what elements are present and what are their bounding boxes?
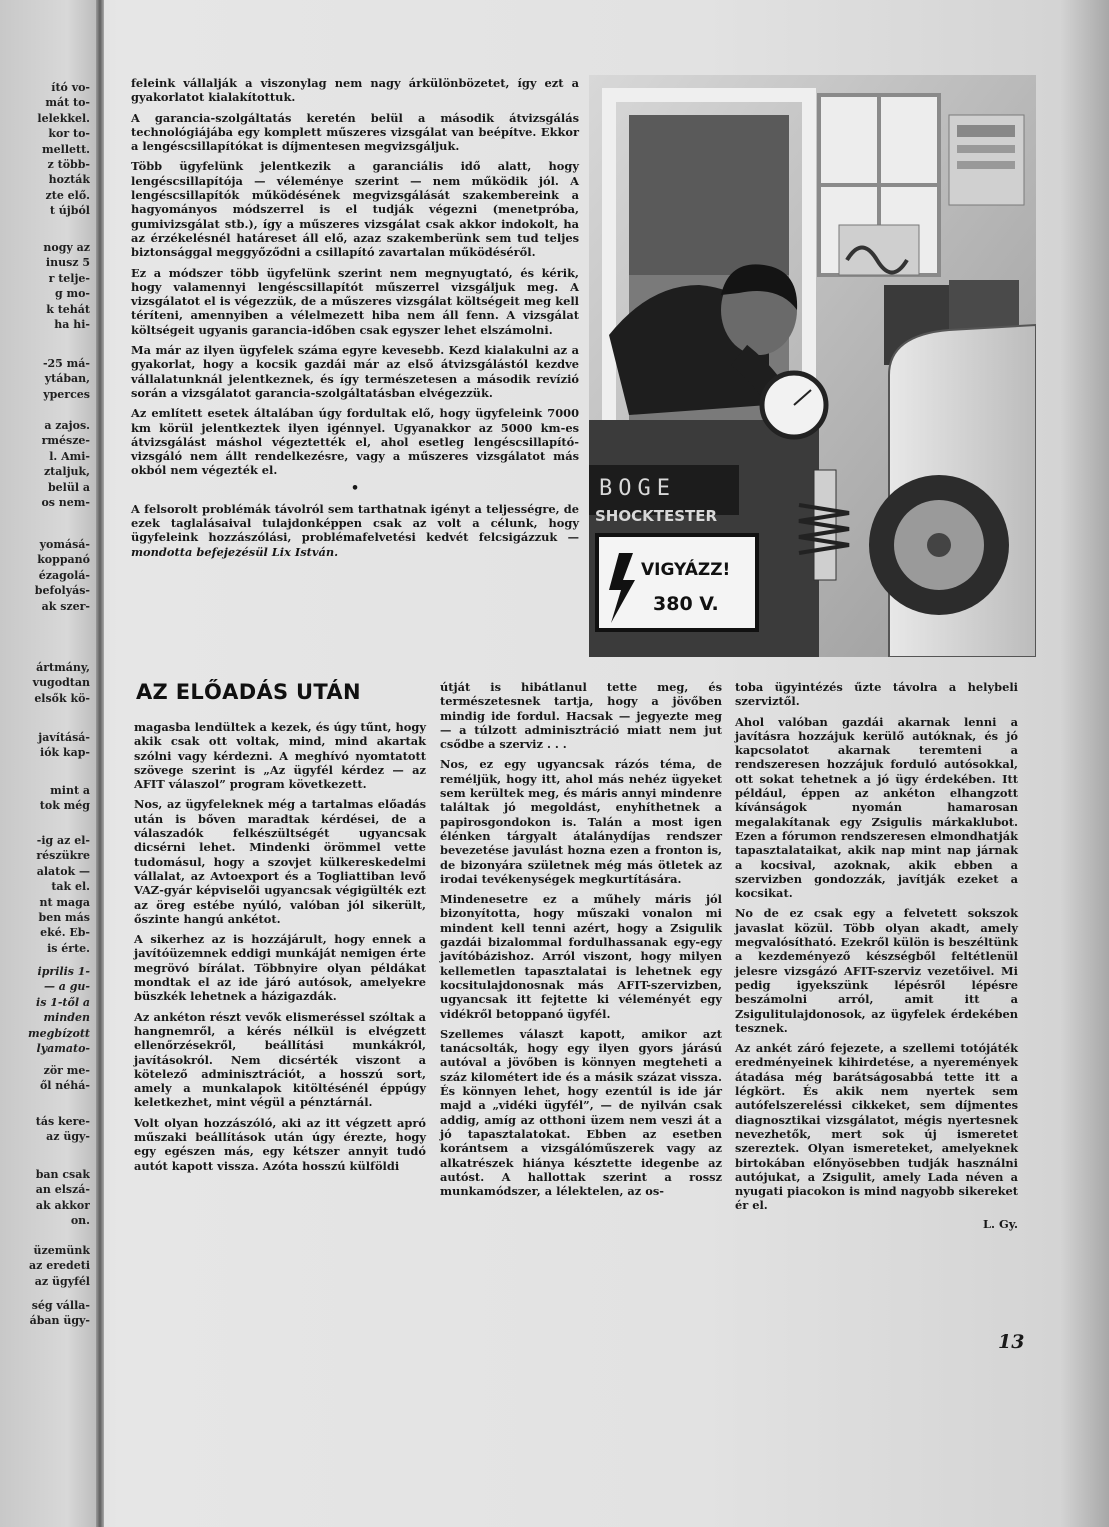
cut-off-text-fragment: an elszá- xyxy=(35,1183,90,1197)
tester-brand: BOGE xyxy=(599,476,676,501)
fragment-block xyxy=(0,356,90,402)
cut-off-text-fragment: hozták xyxy=(48,173,90,187)
paragraph: magasba lendültek a kezek, és úgy tűnt, hogy akik csak ott voltak, mind, mind akartak szólni vagy kérdezni. A meghívó nyomtatott szövege szerint is „Az ügyfél kérdez — az AFIT válaszol” program következett. xyxy=(134,720,426,792)
fragment-block xyxy=(0,537,90,614)
paragraph: Az ankéton részt vevők elismeréssel szóltak a hangnemről, a kérés nélkül is elvégzett ellenőrzésekről, beállítási munkákról, javításokról. Nem dicsérték viszont a kötelező adminisztrációt, a hosszú sort, amely a munkalapok kitöltésénél éppúgy keletkezhet, mint végül a pénztárnál. xyxy=(134,1009,426,1110)
cut-off-text-fragment: rmésze- xyxy=(41,434,90,448)
fragment-block xyxy=(0,833,90,956)
cut-off-text-fragment: belül a xyxy=(47,480,90,494)
paragraph: Több ügyfelünk jelentkezik a garanciális idő alatt, hogy lengéscsillapítója — véleménye szerint — nem működik jól. A lengéscsillapítók működésének megvizsgálását szakembereink a hagyományos módszerrel is el tudják végezni (menetpróba, gumivizsgálat stb.), így a műszeres vizsgálat csak akkor indokolt, ha az érzékelésnél határeset áll elő, azaz szakemberünk sem tud teljes biztonsággal meggyőződni a csillapító zavartalan működéséről. xyxy=(131,159,579,260)
fragment-block xyxy=(0,1298,90,1329)
article-column-2 xyxy=(440,680,722,1198)
paragraph: Mindenesetre ez a műhely máris jól bizonyította, hogy műszaki vonalon mi mindent kell tenni azért, hogy a Zsigulik gazdái bizalommal fordulhassanak egy-egy javítóbázishoz. Arról viszont, hogy milyen kellemetlen tapasztalatai is lehetnek egy kocsitulajdonosnak más AFIT-szervizben, ugyancsak itt fejtette ki véleményét egy vidékről betoppanó ügyfél. xyxy=(440,892,722,1021)
fragment-block xyxy=(0,783,90,814)
fragment-block xyxy=(0,1114,90,1145)
cut-off-text-fragment: a zajos. xyxy=(44,419,90,432)
section-separator: • xyxy=(350,480,360,496)
cut-off-text-fragment: mát to- xyxy=(45,96,90,110)
cut-off-text-fragment: is érte. xyxy=(47,941,90,955)
cut-off-text-fragment: javításá- xyxy=(38,731,90,744)
cut-off-text-fragment: zte elő. xyxy=(45,188,90,202)
closing-attribution: mondotta befejezésül Lix István. xyxy=(131,544,339,559)
cut-off-text-fragment: mellett. xyxy=(42,142,90,156)
closing-text: A felsorolt problémák távolról sem tarthatnak igényt a teljességre, de ezek taglalásaival tulajdonképpen csak az volt a célunk, hogy ügyfeleink hozzászólási, problémafelvetési kedvét felcsigázzuk — xyxy=(131,501,579,545)
top-text-column xyxy=(131,76,579,559)
cut-off-text-fragment: tás kere- xyxy=(35,1115,90,1128)
cut-off-text-fragment: ztaljuk, xyxy=(43,465,90,479)
cut-off-text-fragment: — a gu- xyxy=(43,980,90,994)
fragment-block xyxy=(0,660,90,706)
cut-off-text-fragment: ben más xyxy=(38,911,90,925)
fragment-block xyxy=(0,1063,90,1094)
cut-off-text-fragment: g mo- xyxy=(54,287,90,301)
cut-off-text-fragment: z több- xyxy=(47,158,90,172)
cut-off-text-fragment: elsők kö- xyxy=(34,691,90,705)
cut-off-text-fragment: eké. Eb- xyxy=(40,926,90,940)
cut-off-text-fragment: ha hi- xyxy=(54,318,90,332)
cut-off-text-fragment: -25 má- xyxy=(42,357,90,370)
fragment-block xyxy=(0,730,90,761)
warning-sign-line1: VIGYÁZZ! xyxy=(641,560,731,580)
cut-off-text-fragment: mint a xyxy=(50,784,90,797)
cut-off-text-fragment: os nem- xyxy=(41,496,90,510)
cut-off-text-fragment: ézagolá- xyxy=(38,568,90,582)
cut-off-text-fragment: tok még xyxy=(39,799,90,813)
paragraph: Ez a módszer több ügyfelünk szerint nem megnyugtató, és kérik, hogy valamennyi lengéscsillapítót műszerrel vizsgáljuk meg. A vizsgálatot el is végezzük, de a műszeres vizsgálat költségeit meg kell téríteni, amennyiben a vélelmezett hiba nem áll fenn. A vizsgálat költségeit ugyanis garancia-időben csak egyszer lehet elszámolni. xyxy=(131,265,579,337)
fragment-block xyxy=(0,80,90,219)
cut-off-text-fragment: részükre xyxy=(36,849,90,863)
cut-off-text-fragment: t újból xyxy=(49,204,90,218)
paragraph xyxy=(131,502,579,559)
mechanic-shocktester-illustration xyxy=(589,75,1036,657)
cut-off-text-fragment: k tehát xyxy=(46,302,90,316)
cut-off-text-fragment: minden xyxy=(43,1011,90,1025)
cut-off-text-fragment: tak el. xyxy=(51,880,90,894)
cut-off-text-fragment: is 1-től a xyxy=(36,995,90,1009)
cut-off-text-fragment: vugodtan xyxy=(32,676,90,690)
paragraph: Ahol valóban gazdái akarnak lenni a javításra hozzájuk kerülő autóknak, és jó kapcsolatot akarnak teremteni a rendszeresen hozzájuk forduló autósokkal, ott sokat tehetnek a jó ügy érdekében. Itt például, éppen az ankéton elhangzott kívánságok nyomán hamarosan megalakítanak egy Zsigulis márkaklubot. Ezen a fórumon rendszeresen elmondhatják tapasztalataikat, akik nap mint nap járnak a kocsival, azoknak, akik ebben a szervizben gondozzák, javítják ezeket a kocsikat. xyxy=(735,714,1018,901)
cut-off-text-fragment: koppanó xyxy=(37,553,90,567)
cut-off-text-fragment: megbízott xyxy=(28,1026,90,1040)
cut-off-text-fragment: lyamato- xyxy=(36,1042,90,1056)
cut-off-text-fragment: ak szer- xyxy=(41,599,90,613)
cut-off-text-fragment: az ügy- xyxy=(46,1130,90,1144)
article-column-1 xyxy=(134,720,426,1173)
fragment-block xyxy=(0,240,90,332)
cut-off-text-fragment: ak akkor xyxy=(35,1198,90,1212)
paragraph: Az ankét záró fejezete, a szellemi totójáték eredményeinek kihirdetése, a nyeremények átadása még barátságosabbá tette itt a légkört. És akik nem nyertek sem autófelszereléssi cikkeket, sem díjmentes diagnosztikai vizsgálatot, mégis nyertesnek nevezhetők, mert sok új ismeretet szereztek. Olyan ismereteket, amelyeknek birtokában előnyösebben tudják használni autójukat, a Zsigulit, amely Lada néven a nyugati piacokon is mind nagyobb sikereket ér el. xyxy=(735,1041,1018,1213)
cut-off-text-fragment: nt maga xyxy=(39,895,90,909)
cut-off-text-fragment: yperces xyxy=(43,387,90,401)
cut-off-text-fragment: l. Ami- xyxy=(49,449,90,463)
page-fold xyxy=(96,0,104,1527)
cut-off-text-fragment: ség válla- xyxy=(31,1299,90,1312)
fragment-block xyxy=(0,964,90,1056)
cut-off-text-fragment: on. xyxy=(70,1214,90,1228)
author-signature: L. Gy. xyxy=(983,1216,1018,1231)
tester-label: SHOCKTESTER xyxy=(595,507,718,525)
article-column-3 xyxy=(735,680,1018,1231)
fragment-block xyxy=(0,1167,90,1229)
paragraph: Volt olyan hozzászóló, aki az itt végzett apró műszaki beállítások után úgy érezte, hogy egy egészen más, egy kétszer annyit tudó autót kapott vissza. Azóta hosszú külföldi xyxy=(134,1115,426,1173)
workshop-photo xyxy=(589,75,1036,657)
cut-off-text-fragment: yomásá- xyxy=(39,538,90,551)
cut-off-text-fragment: kor to- xyxy=(48,127,90,141)
cut-off-text-fragment: alatok — xyxy=(36,864,90,878)
fragment-block xyxy=(0,418,90,510)
paragraph: toba ügyintézés űzte távolra a helybeli szerviztől. xyxy=(735,680,1018,709)
previous-page-strip xyxy=(0,0,96,1527)
article-headline: AZ ELŐADÁS UTÁN xyxy=(136,680,361,704)
page-number: 13 xyxy=(998,1331,1025,1353)
cut-off-text-fragment: ytában, xyxy=(44,372,90,386)
paragraph: feleink vállalják a viszonylag nem nagy árkülönbözetet, így ezt a gyakorlatot kialakítottuk. xyxy=(131,76,579,105)
paragraph: Nos, ez egy ugyancsak rázós téma, de reméljük, hogy itt, ahol más nehéz ügyeket sem kerültek meg, és máris annyi mindenre találtak jó megoldást, enyhíthetnek a papirosgondokon is. Talán a most igen élénken tárgyalt átalánydíjas rendszer bevezetése javulást hozna ezen a fronton is, de bizonyára születnek még más ötletek az irodai tevékenységek megkurtítására. xyxy=(440,757,722,886)
cut-off-text-fragment: zör me- xyxy=(43,1064,90,1077)
cut-off-text-fragment: az ügyfél xyxy=(34,1274,90,1288)
cut-off-text-fragment: lelekkel. xyxy=(37,111,90,125)
cut-off-text-fragment: ől néhá- xyxy=(39,1079,90,1093)
cut-off-text-fragment: -ig az el- xyxy=(36,834,90,847)
paragraph: A garancia-szolgáltatás keretén belül a második átvizsgálás technológiájába egy komplett műszeres vizsgálat van beépítve. Ekkor a lengéscsillapítókat is díjmentesen megvizsgáljuk. xyxy=(131,110,579,154)
cut-off-text-fragment: ban csak xyxy=(35,1168,90,1181)
paragraph: A sikerhez az is hozzájárult, hogy ennek a javítóüzemnek eddigi munkáját nemigen érte megrövó bírálat. Többnyire olyan példákat mondtak el az ide járó autósok, amelyekre büszkék lehetnek a házigazdák. xyxy=(134,932,426,1004)
cut-off-text-fragment: az eredeti xyxy=(29,1259,90,1273)
cut-off-text-fragment: inusz 5 xyxy=(45,256,90,270)
paragraph: Szellemes választ kapott, amikor azt tanácsolták, hogy egy ilyen gyors járású autóval a jövőben is könnyen megteheti a száz kilométert ide és a másik százat vissza. És könnyen lehet, hogy ezentúl is ide jár majd a „vidéki ügyfél”, — de nyilván csak addig, amíg az otthoni üzem nem veszi át a jó tapasztalatokat. Ebben az esetben korántsem a vizsgálóműszerek vagy az alkatrészek hiánya késztette idegenbe az autóst. A hallottak szerint a rossz munkamódszer, a lélektelen, az os- xyxy=(440,1026,722,1199)
fragment-block xyxy=(0,1243,90,1289)
cut-off-text-fragment: befolyás- xyxy=(34,584,90,598)
paragraph: Ma már az ilyen ügyfelek száma egyre kevesebb. Kezd kialakulni az a gyakorlat, hogy a kocsik gazdái már az első átvizsgálástól kezdve vállalatunknál jelentkeznek, és így természetesen a második revízió során a vizsgálatot garancia-szolgáltatásban elvégezzük. xyxy=(131,343,579,400)
cut-off-text-fragment: üzemünk xyxy=(33,1244,90,1257)
paragraph: Nos, az ügyfeleknek még a tartalmas előadás után is bőven maradtak kérdései, de a válaszadók felkészültségét ugyancsak dicsérni lehet. Mindenki örömmel vette tudomásul, hogy a szovjet külkereskedelmi vállalat, az Avtoexport és a Togliattiban levő VAZ-gyár képviselői ugyancsak végigülték ezt az öreg estébe nyúló, valóban jól sikerült, őszinte hangú ankétot. xyxy=(134,797,426,926)
cut-off-text-fragment: ító vo- xyxy=(51,81,90,94)
paragraph: útját is hibátlanul tette meg, és természetesnek tartja, hogy a jövőben mindig ide fordul. Hacsak — jegyezte meg — a túlzott adminisztráció miatt nem jut csődbe a szerviz . . . xyxy=(440,680,722,752)
cut-off-text-fragment: r telje- xyxy=(48,271,90,285)
cut-off-text-fragment: ában ügy- xyxy=(29,1314,90,1328)
paragraph: No de ez csak egy a felvetett sokszok javaslat közül. Több olyan akadt, amely megvalósítható. Ezekről külön is beszéltünk a kezdeményező készségből feltétlenül jelesre vizsgázó AFIT-szerviz vezetőivel. Mi pedig igyekszünk lépésről lépésre beszámolni arról, amit itt a Zsigulitulajdonosok, az ügyfelek érdekében tesznek. xyxy=(735,906,1018,1035)
cut-off-text-fragment: nogy az xyxy=(43,241,90,254)
warning-sign-line2: 380 V. xyxy=(653,593,719,615)
cut-off-text-fragment: iók kap- xyxy=(40,746,90,760)
cut-off-text-fragment: iprilis 1- xyxy=(37,965,90,978)
paragraph: Az említett esetek általában úgy fordultak elő, hogy ügyfeleink 7000 km körül jelentkeztek ilyen igénnyel. Ugyanakkor az 5000 km-es átvizsgálást máshol végeztették el, ahol esetleg lengéscsillapító-vizsgáló nem állt rendelkezésre, vagy a műszeres vizsgálatot más okból nem végezték el. xyxy=(131,406,579,478)
cut-off-text-fragment: ártmány, xyxy=(36,661,90,674)
